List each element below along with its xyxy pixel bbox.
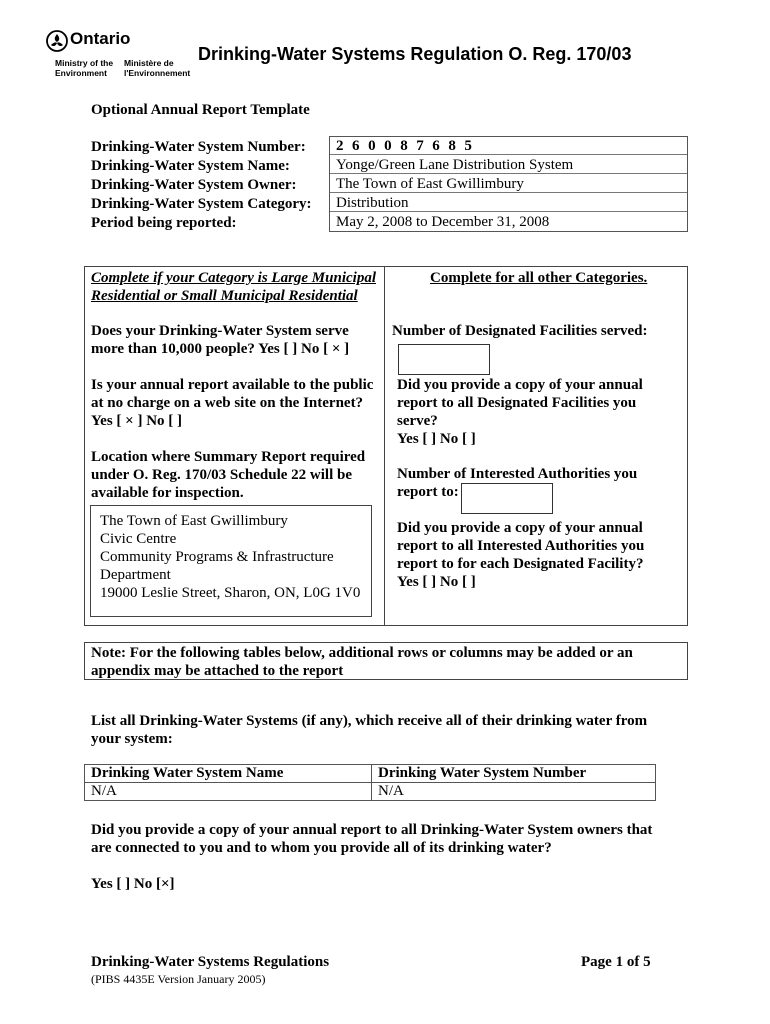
ministry-name-english: Ministry of the Environment [55, 58, 114, 78]
left-column-heading: Complete if your Category is Large Municipal Residential or Small Municipal Residential [91, 270, 376, 304]
answer-copy-owners: Yes [ ] No [×] [91, 876, 175, 892]
ministry-name-french: Ministère de l'Environnement [124, 58, 191, 78]
system-name-field[interactable]: Yonge/Green Lane Distribution System [330, 156, 687, 174]
question-web-availability: Is your annual report available to the public at no charge on a web site on the Internet? Yes [ × ] No [ ] [91, 377, 374, 429]
table-header-row [85, 765, 656, 783]
document-title: Drinking-Water Systems Regulation O. Reg. 170/03 [198, 44, 632, 64]
question-copy-facilities: Did you provide a copy of your annual report to all Designated Facilities you serve? Yes [ ] No [ ] [397, 377, 643, 447]
label-system-name: Drinking-Water System Name: [91, 158, 290, 174]
question-summary-location: Location where Summary Report required under O. Reg. 170/03 Schedule 22 will be available for inspection. [91, 449, 366, 501]
logo-wordmark: Ontario [70, 29, 131, 48]
address-line: Department [100, 567, 171, 583]
address-line: Civic Centre [100, 531, 177, 547]
question-designated-facilities: Number of Designated Facilities served: [392, 323, 648, 339]
system-number-field[interactable]: 2 6 0 0 8 7 6 8 5 [330, 137, 687, 155]
table-row [85, 783, 656, 801]
table-header: Drinking Water System Name [85, 765, 372, 783]
system-owner-field[interactable]: The Town of East Gwillimbury [330, 175, 687, 193]
designated-facilities-input[interactable] [398, 344, 490, 375]
address-line: Community Programs & Infrastructure [100, 549, 334, 565]
ontario-trillium-logo [46, 30, 68, 52]
label-period: Period being reported: [91, 215, 237, 231]
template-title: Optional Annual Report Template [91, 102, 310, 118]
address-line: The Town of East Gwillimbury [100, 513, 288, 529]
table-cell[interactable]: N/A [372, 783, 656, 801]
address-line: 19000 Leslie Street, Sharon, ON, L0G 1V0 [100, 585, 361, 601]
label-system-number: Drinking-Water System Number: [91, 139, 306, 155]
note-text: Note: For the following tables below, additional rows or columns may be added or an appendix may be attached to the report [91, 645, 633, 679]
table-header: Drinking Water System Number [372, 765, 656, 783]
table-cell[interactable]: N/A [85, 783, 372, 801]
downstream-systems-table [84, 764, 656, 801]
question-serve-10000: Does your Drinking-Water System serve more than 10,000 people? Yes [ ] No [ × ] [91, 323, 350, 357]
footer-regulation: Drinking-Water Systems Regulations [91, 954, 330, 970]
question-interested-authorities: Number of Interested Authorities you report to: [397, 466, 638, 500]
right-column-heading: Complete for all other Categories. [430, 270, 648, 286]
interested-authorities-input[interactable] [461, 483, 553, 514]
period-field[interactable]: May 2, 2008 to December 31, 2008 [336, 214, 550, 230]
question-copy-owners: Did you provide a copy of your annual report to all Drinking-Water System owners that are connected to you and to whom you provide all of its drinking water? [91, 822, 653, 856]
label-system-owner: Drinking-Water System Owner: [91, 177, 297, 193]
system-category-field[interactable]: Distribution [330, 194, 687, 212]
label-system-category: Drinking-Water System Category: [91, 196, 312, 212]
page-number: Page 1 of 5 [581, 954, 651, 970]
column-divider [384, 266, 385, 625]
question-copy-authorities: Did you provide a copy of your annual report to all Interested Authorities you report to for each Designated Facility? Yes [ ] No [ ] [397, 520, 645, 590]
footer-pibs-version: (PIBS 4435E Version January 2005) [91, 972, 266, 986]
system-info-box [329, 136, 688, 232]
question-list-systems: List all Drinking-Water Systems (if any), which receive all of their drinking water from your system: [91, 713, 648, 747]
